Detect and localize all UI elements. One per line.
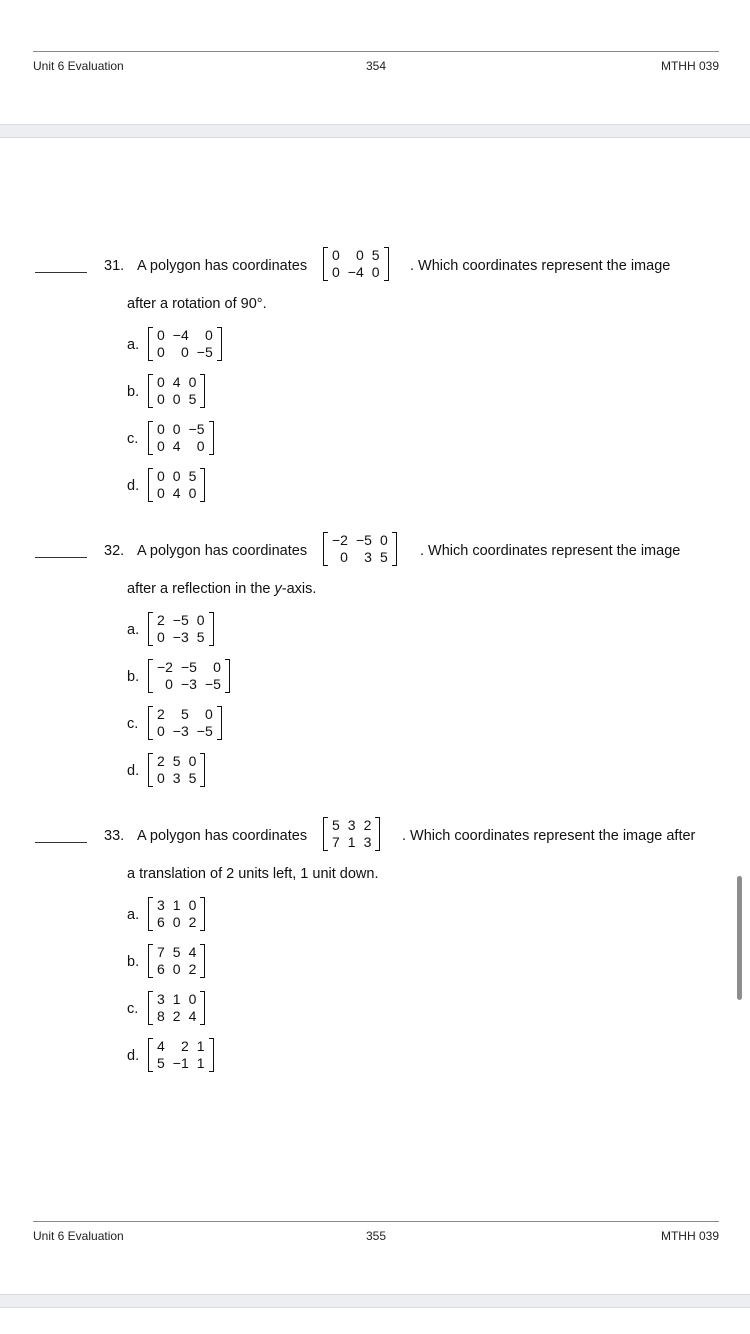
option-matrix: 4 2 1 5 −1 1	[148, 1038, 214, 1072]
question-31: 31. A polygon has coordinates 0 0 5 0 −4 0 . Which coordinates represent the image after a rotation of 90°. a. 0 −4 0 0 0 −5 b. 0 4 0 0 0 5 c. 0 0 −5 0 4 0 d. 0 0 5 0 4 0	[0, 244, 750, 514]
page-gap	[0, 124, 750, 138]
option-matrix: 0 0 5 0 4 0	[148, 468, 205, 502]
option-matrix: 3 1 0 6 0 2	[148, 897, 205, 931]
option-matrix: 2 5 0 0 −3 −5	[148, 706, 222, 740]
header-right: MTHH 039	[660, 1229, 719, 1243]
question-number: 32.	[104, 543, 125, 559]
page-header-bottom	[33, 1221, 719, 1245]
option-matrix: 0 0 −5 0 4 0	[148, 421, 214, 455]
question-stem-after: . Which coordinates represent the image	[410, 258, 671, 274]
answer-blank[interactable]	[35, 842, 87, 843]
question-stem-after: . Which coordinates represent the image after	[402, 828, 696, 844]
question-33: 33. A polygon has coordinates 5 3 2 7 1 3 . Which coordinates represent the image after a translation of 2 units left, 1 unit down. a. 3 1 0 6 0 2 b. 7 5 4 6 0 2 c. 3 1 0 8 2 4 d. 4 2 1 5 −1 1	[0, 814, 750, 1084]
question-32: 32. A polygon has coordinates −2 −5 0 0 3 5 . Which coordinates represent the image after a reflection in the y-axis. a. 2 −5 0 0 −3 5 b. −2 −5 0 0 −3 −5 c. 2 5 0 0 −3 −5 d. 2 5 0 0 3 5	[0, 529, 750, 799]
option-matrix: 2 5 0 0 3 5	[148, 753, 205, 787]
question-stem: A polygon has coordinates	[137, 543, 308, 559]
question-stem-after: . Which coordinates represent the image	[420, 543, 681, 559]
page-header-top	[33, 51, 719, 75]
option-matrix: 3 1 0 8 2 4	[148, 991, 205, 1025]
coordinate-matrix: 5 3 2 7 1 3	[323, 817, 380, 851]
page-gap	[0, 1294, 750, 1308]
option-matrix: 0 4 0 0 0 5	[148, 374, 205, 408]
header-right: MTHH 039	[660, 59, 719, 73]
header-page-number: 354	[366, 59, 387, 73]
answer-blank[interactable]	[35, 557, 87, 558]
question-stem-line2: after a rotation of 90°.	[127, 296, 267, 312]
scrollbar-thumb[interactable]	[737, 876, 742, 1000]
coordinate-matrix: −2 −5 0 0 3 5	[323, 532, 397, 566]
header-left: Unit 6 Evaluation	[33, 59, 124, 73]
header-rule	[33, 51, 719, 52]
option-matrix: 2 −5 0 0 −3 5	[148, 612, 214, 646]
header-page-number: 355	[366, 1229, 387, 1243]
question-number: 31.	[104, 258, 125, 274]
question-stem: A polygon has coordinates	[137, 258, 308, 274]
coordinate-matrix: 0 0 5 0 −4 0	[323, 247, 389, 281]
option-matrix: 0 −4 0 0 0 −5	[148, 327, 222, 361]
answer-blank[interactable]	[35, 272, 87, 273]
option-matrix: −2 −5 0 0 −3 −5	[148, 659, 230, 693]
question-number: 33.	[104, 828, 125, 844]
option-matrix: 7 5 4 6 0 2	[148, 944, 205, 978]
question-stem: A polygon has coordinates	[137, 828, 308, 844]
question-stem-line2: after a reflection in the y-axis.	[127, 581, 317, 597]
header-rule	[33, 1221, 719, 1222]
question-stem-line2: a translation of 2 units left, 1 unit down.	[127, 866, 379, 882]
header-left: Unit 6 Evaluation	[33, 1229, 124, 1243]
